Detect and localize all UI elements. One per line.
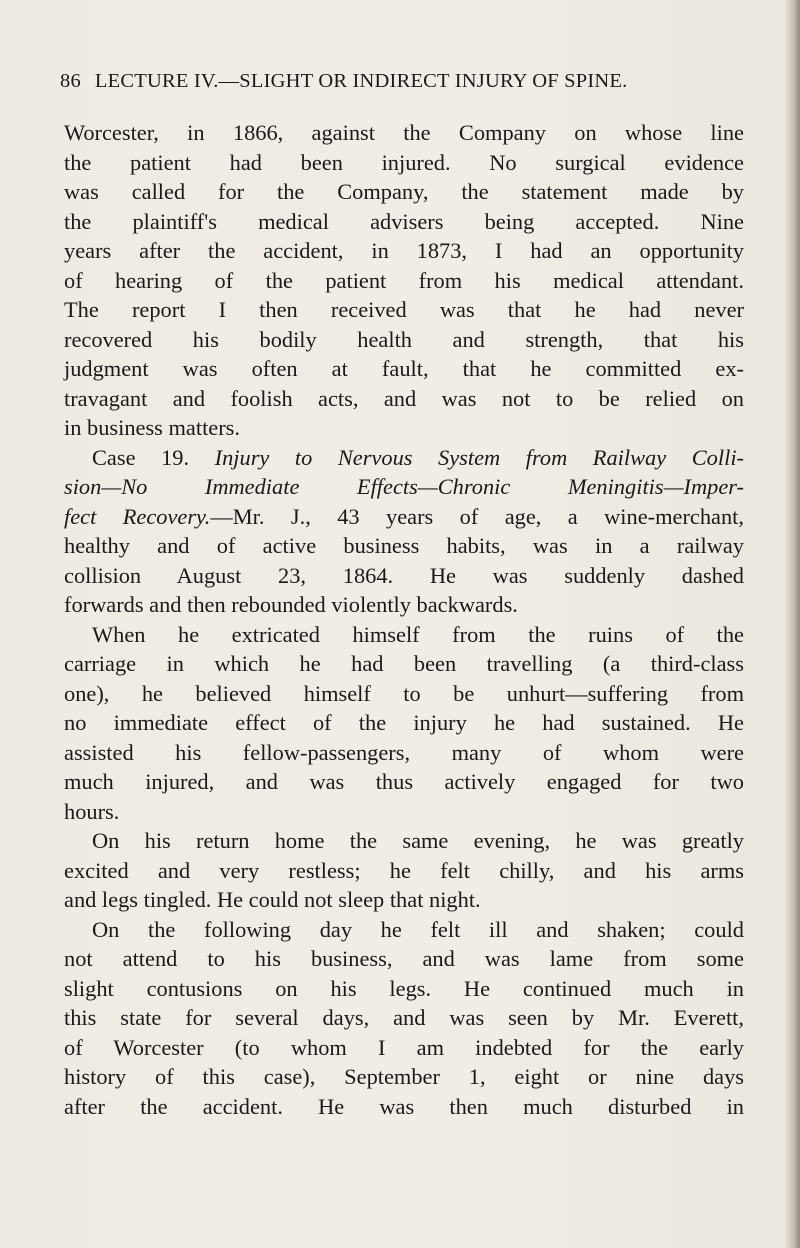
text-line: not attend to his business, and was lame from some bbox=[64, 946, 744, 971]
text-line: no immediate effect of the injury he had sustained. He bbox=[64, 710, 744, 735]
running-head-title: LECTURE IV.—SLIGHT OR INDIRECT INJURY OF SPINE. bbox=[94, 70, 628, 92]
text-line: excited and very restless; he felt chilly, and his arms bbox=[64, 857, 744, 883]
text-line: the patient had been injured. No surgical evidence bbox=[64, 149, 744, 175]
text-line: much injured, and was thus actively engaged for two bbox=[64, 769, 744, 794]
body-text bbox=[64, 118, 744, 1121]
text-line: travagant and foolish acts, and was not to be relied on bbox=[64, 385, 744, 411]
text-line: healthy and of active business habits, was in a railway bbox=[64, 533, 744, 558]
text-line: sion—No Immediate Effects—Chronic Meningitis—Imper- bbox=[64, 474, 744, 499]
text-line: recovered his bodily health and strength, that his bbox=[64, 326, 744, 352]
text-line: Case 19. Injury to Nervous System from Railway Colli- bbox=[92, 444, 744, 470]
text-line: was called for the Company, the statement made by bbox=[64, 179, 744, 204]
text-line: history of this case), September 1, eight or nine days bbox=[64, 1064, 744, 1089]
text-line: When he extricated himself from the ruins of the bbox=[92, 621, 744, 647]
running-head bbox=[60, 70, 780, 93]
text-line: after the accident. He was then much disturbed in bbox=[64, 1093, 744, 1119]
text-line: hours. bbox=[64, 798, 120, 824]
text-line: On the following day he felt ill and shaken; could bbox=[92, 916, 744, 942]
text-line: carriage in which he had been travelling (a third-class bbox=[64, 651, 744, 676]
text-line: collision August 23, 1864. He was suddenly dashed bbox=[64, 562, 744, 588]
text-line: Worcester, in 1866, against the Company on whose line bbox=[64, 120, 744, 145]
text-line: of Worcester (to whom I am indebted for the early bbox=[64, 1034, 744, 1060]
text-line: fect Recovery.—Mr. J., 43 years of age, a wine-merchant, bbox=[64, 503, 744, 529]
text-line: one), he believed himself to be unhurt—suffering from bbox=[64, 680, 744, 706]
text-line: years after the accident, in 1873, I had an opportunity bbox=[64, 238, 744, 263]
text-line: the plaintiff's medical advisers being accepted. Nine bbox=[64, 208, 744, 234]
page-edge-shadow bbox=[784, 0, 800, 1248]
text-line: On his return home the same evening, he was greatly bbox=[92, 828, 744, 853]
text-line: judgment was often at fault, that he committed ex- bbox=[64, 356, 744, 381]
text-line: forwards and then rebounded violently backwards. bbox=[64, 592, 518, 617]
text-line: slight contusions on his legs. He continued much in bbox=[64, 975, 744, 1001]
text-line: and legs tingled. He could not sleep that night. bbox=[64, 887, 481, 912]
text-line: in business matters. bbox=[64, 415, 240, 440]
text-line: The report I then received was that he had never bbox=[64, 297, 744, 322]
page-number: 86 bbox=[60, 70, 81, 92]
text-line: assisted his fellow-passengers, many of whom were bbox=[64, 739, 744, 765]
text-line: of hearing of the patient from his medical attendant. bbox=[64, 267, 744, 293]
text-line: this state for several days, and was seen by Mr. Everett, bbox=[64, 1005, 744, 1030]
